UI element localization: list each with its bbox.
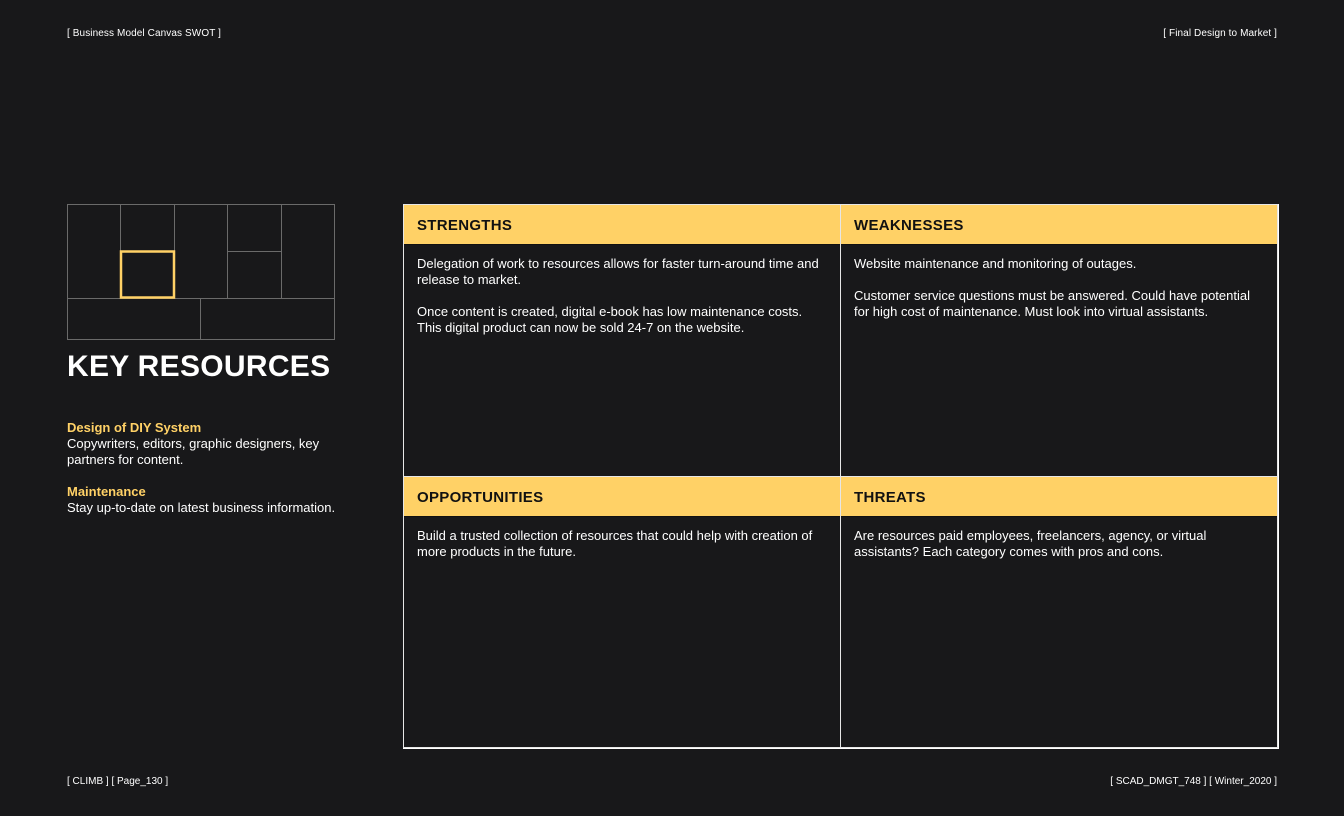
header-left-label: [ Business Model Canvas SWOT ] bbox=[67, 28, 221, 39]
threats-paragraph: Are resources paid employees, freelancers, agency, or virtual assistants? Each category comes with pros and cons. bbox=[854, 527, 1207, 559]
header-right-label: [ Final Design to Market ] bbox=[1163, 28, 1277, 39]
resource-section-design bbox=[67, 420, 337, 468]
opportunities-paragraph: Build a trusted collection of resources that could help with creation of more products in the future. bbox=[417, 527, 813, 559]
section-text: Copywriters, editors, graphic designers, key partners for content. bbox=[67, 436, 320, 467]
section-label: Design of DIY System bbox=[67, 420, 202, 435]
strengths-heading: STRENGTHS bbox=[404, 205, 840, 245]
strengths-paragraph: Once content is created, digital e-book has low maintenance costs. This digital product can now be sold 24-7 on the website. bbox=[417, 304, 803, 335]
key-resources-highlight bbox=[121, 252, 174, 298]
strengths-paragraph: Delegation of work to resources allows for faster turn-around time and release to market. bbox=[417, 256, 819, 287]
weaknesses-body bbox=[841, 245, 1277, 336]
section-text: Stay up-to-date on latest business information. bbox=[67, 500, 336, 515]
page-title: KEY RESOURCES bbox=[67, 350, 331, 383]
footer-right-label: [ SCAD_DMGT_748 ] [ Winter_2020 ] bbox=[1110, 776, 1277, 787]
threats-heading: THREATS bbox=[841, 477, 1277, 517]
swot-weaknesses bbox=[840, 204, 1278, 477]
footer-left-label: [ CLIMB ] [ Page_130 ] bbox=[67, 776, 169, 787]
weaknesses-paragraph: Customer service questions must be answered. Could have potential for high cost of maintenance. Must look into virtual assistants. bbox=[854, 288, 1250, 319]
section-label: Maintenance bbox=[67, 484, 146, 499]
swot-strengths bbox=[403, 204, 841, 477]
resource-section-maintenance bbox=[67, 484, 337, 516]
swot-threats bbox=[840, 476, 1278, 749]
swot-grid bbox=[403, 204, 1279, 749]
swot-opportunities bbox=[403, 476, 841, 749]
opportunities-heading: OPPORTUNITIES bbox=[404, 477, 840, 517]
strengths-body bbox=[404, 245, 840, 352]
threats-body bbox=[841, 517, 1277, 576]
weaknesses-paragraph: Website maintenance and monitoring of outages. bbox=[854, 256, 1137, 271]
opportunities-body bbox=[404, 517, 840, 576]
business-model-canvas-diagram bbox=[67, 204, 335, 340]
weaknesses-heading: WEAKNESSES bbox=[841, 205, 1277, 245]
